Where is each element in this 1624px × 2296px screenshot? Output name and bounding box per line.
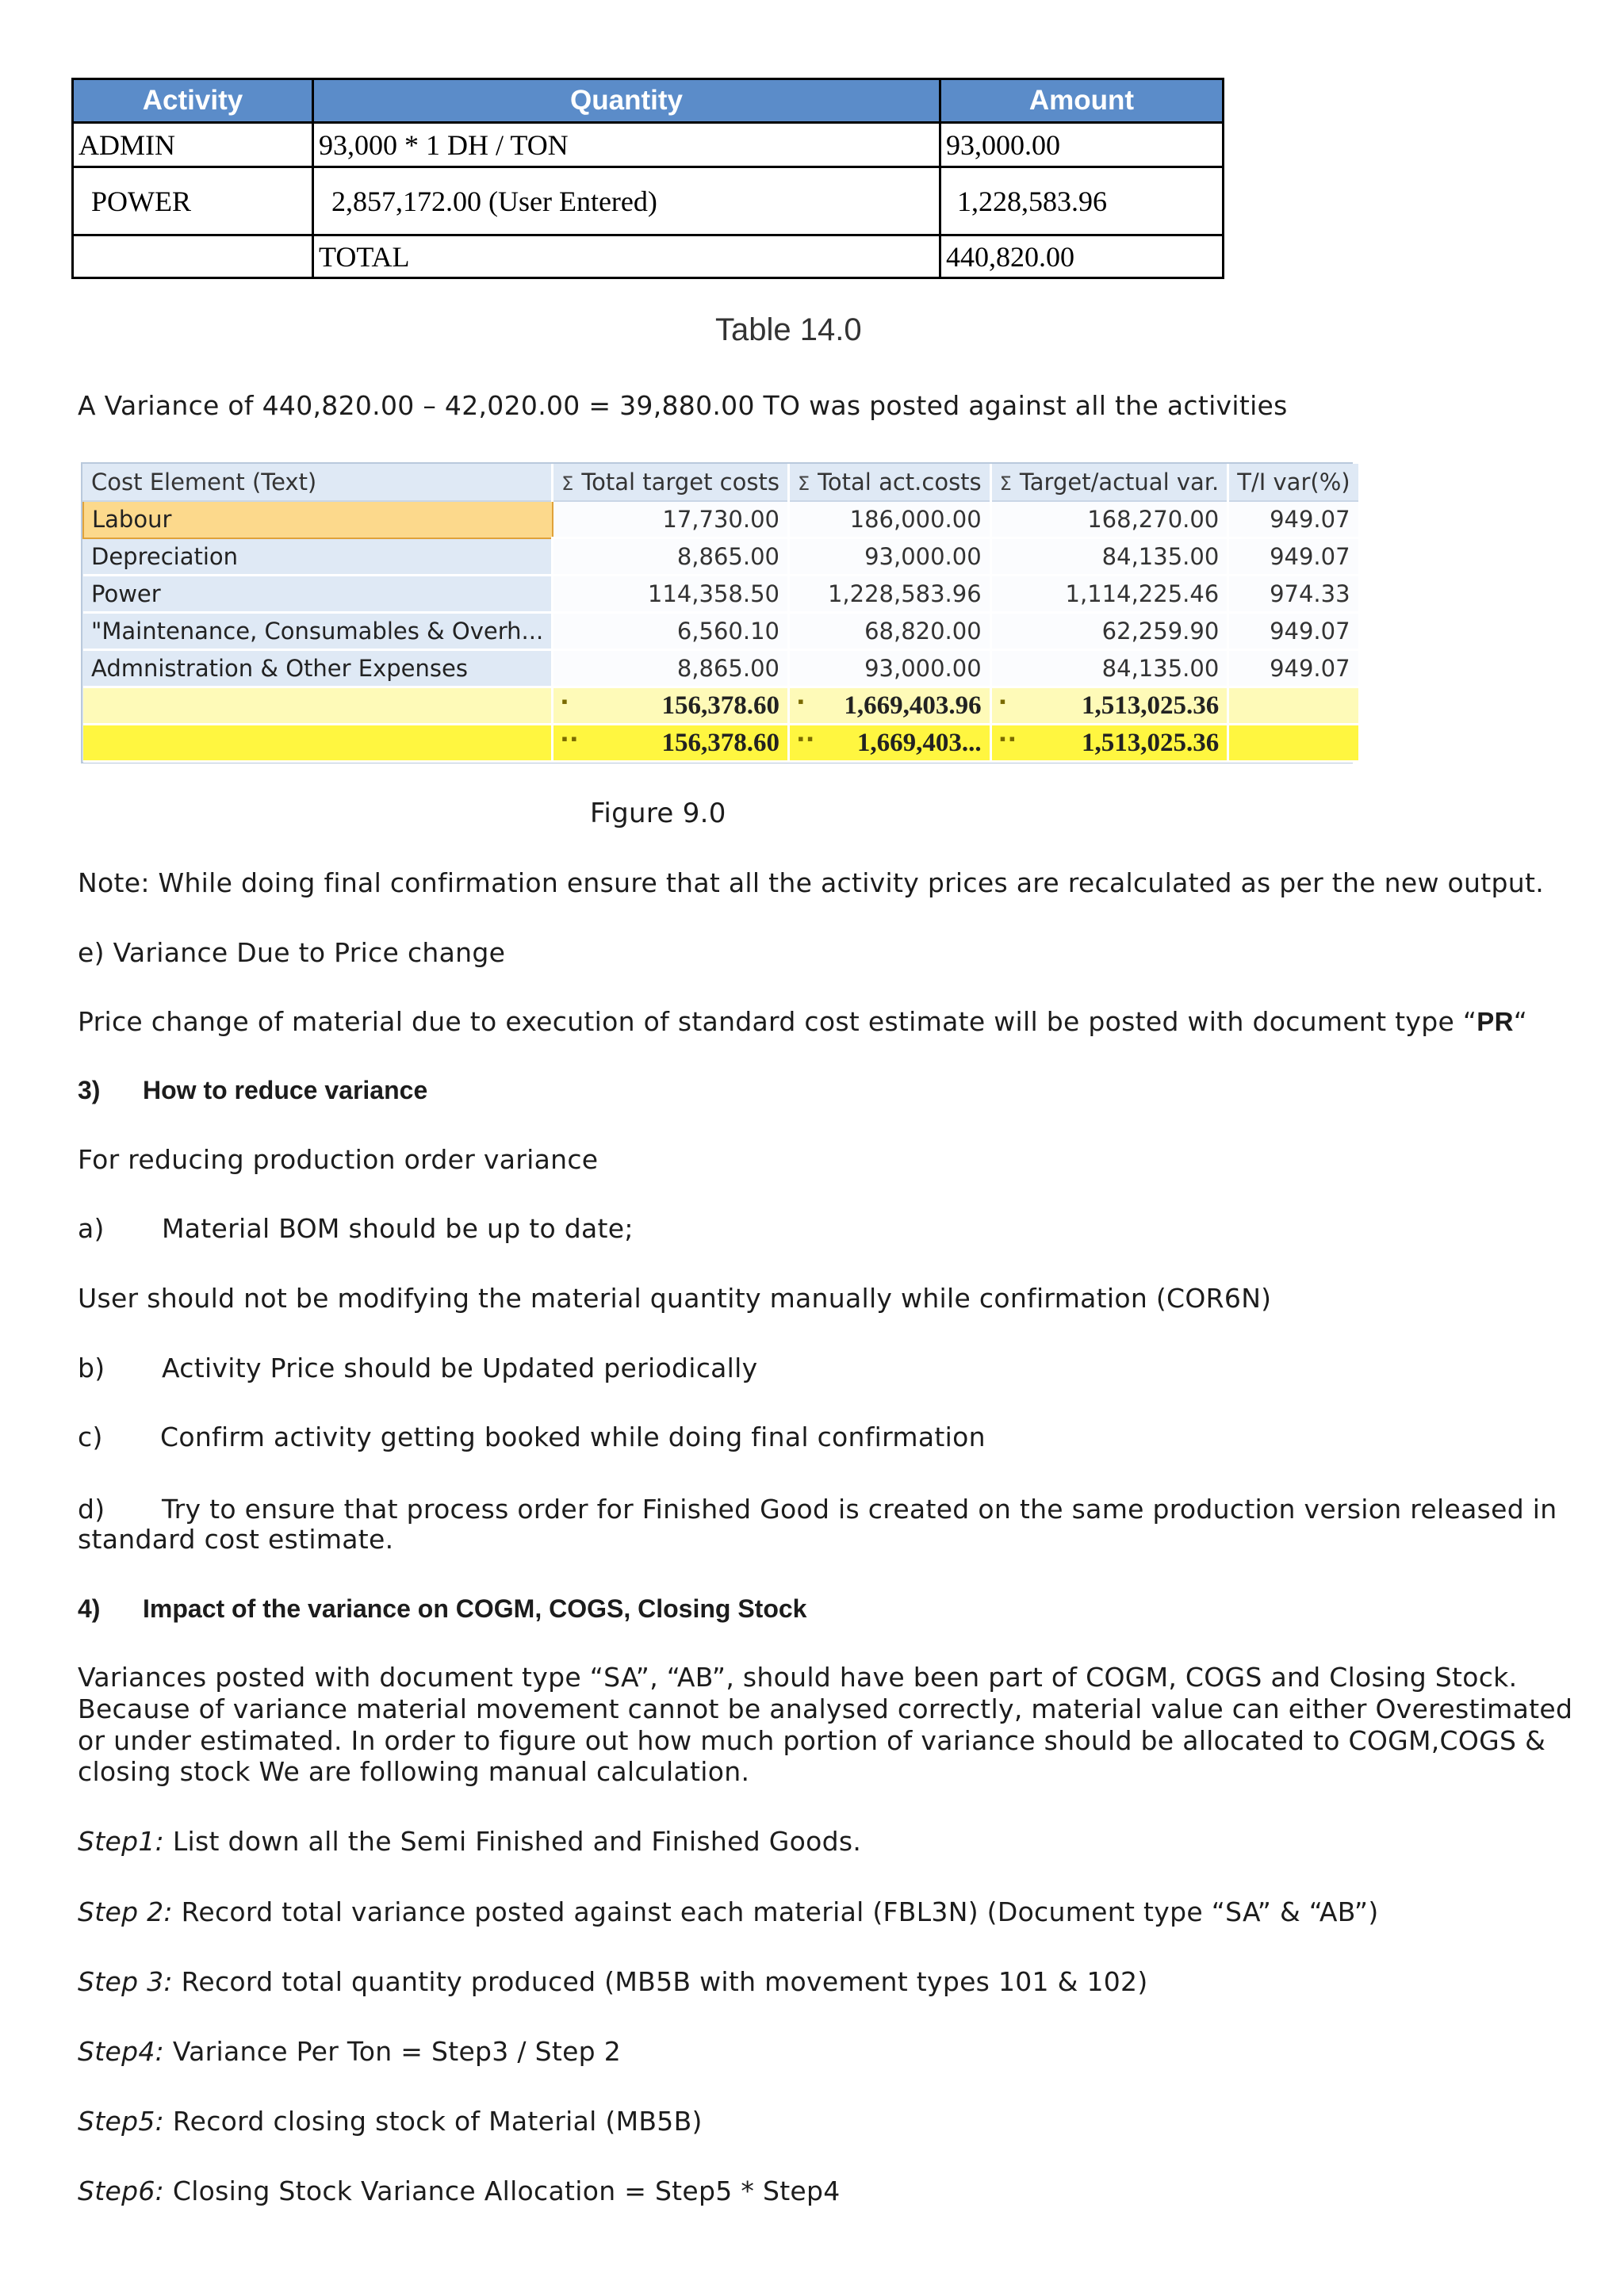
- cell-cost-element[interactable]: Admnistration & Other Expenses: [83, 650, 553, 687]
- grand-total-row[interactable]: [83, 725, 1359, 762]
- impact-line-1: Variances posted with document type “SA”, “AB”, should have been part of COGM, COGS and Closing Stock.: [78, 1662, 1518, 1693]
- price-change-text: Price change of material due to execution of standard cost estimate will be posted with document type “PR“: [78, 1006, 1528, 1037]
- impact-line-4: closing stock We are following manual calculation.: [78, 1756, 750, 1787]
- cell-actual[interactable]: 68,820.00: [788, 613, 990, 650]
- cell-cost-element[interactable]: Depreciation: [83, 538, 553, 576]
- section-3-title: How to reduce variance: [143, 1076, 428, 1104]
- impact-line-3: or under estimated. In order to figure out how much portion of variance should be allocated to COGM,COGS &: [78, 1725, 1546, 1756]
- cell-cost-element[interactable]: "Maintenance, Consumables & Overh...: [83, 613, 553, 650]
- grid-row[interactable]: [83, 538, 1359, 576]
- step-4: Step4: Variance Per Ton = Step3 / Step 2: [78, 2036, 622, 2067]
- total-label: [83, 687, 553, 725]
- cell-amount: 440,820.00: [940, 235, 1224, 278]
- grand-total-actual[interactable]: ▪▪ 1,669,403...: [788, 725, 990, 762]
- col-target-actual-var[interactable]: Σ Target/actual var.: [990, 464, 1228, 501]
- table-caption: Table 14.0: [715, 312, 862, 347]
- table-row: [73, 235, 1224, 278]
- item-b-text: Activity Price should be Updated periodically: [162, 1353, 758, 1383]
- item-a-text: Material BOM should be up to date;: [162, 1213, 634, 1244]
- cell-var-pct[interactable]: 974.33: [1228, 576, 1359, 613]
- item-d-label: d): [78, 1494, 105, 1525]
- item-d-text: Try to ensure that process order for Finished Good is created on the same production version released in: [162, 1494, 1557, 1525]
- header-amount: Amount: [940, 79, 1224, 123]
- cell-actual[interactable]: 93,000.00: [788, 650, 990, 687]
- step-1: Step1: List down all the Semi Finished and Finished Goods.: [78, 1826, 862, 1857]
- note-text: Note: While doing final confirmation ensure that all the activity prices are recalculated as per the new output.: [78, 867, 1544, 898]
- cell-activity: ADMIN: [73, 123, 313, 167]
- grid-header-row: [83, 464, 1359, 501]
- step-6: Step6: Closing Stock Variance Allocation = Step5 * Step4: [78, 2175, 841, 2206]
- cell-variance[interactable]: 84,135.00: [990, 650, 1228, 687]
- item-d-continuation: standard cost estimate.: [78, 1524, 394, 1555]
- section-e-heading: e) Variance Due to Price change: [78, 937, 506, 968]
- figure-caption: Figure 9.0: [590, 798, 726, 829]
- section-4-number: 4): [78, 1594, 101, 1623]
- section-3-number: 3): [78, 1076, 101, 1104]
- cell-amount: 93,000.00: [940, 123, 1224, 167]
- grid-row[interactable]: [83, 501, 1359, 538]
- grand-total-target[interactable]: ▪▪ 156,378.60: [553, 725, 789, 762]
- grid-row[interactable]: [83, 650, 1359, 687]
- cell-activity: [73, 235, 313, 278]
- col-target-costs[interactable]: Σ Total target costs: [553, 464, 789, 501]
- cell-quantity: TOTAL: [313, 235, 940, 278]
- cell-activity: POWER: [73, 167, 313, 235]
- item-a-label: a): [78, 1213, 105, 1244]
- step-5: Step5: Record closing stock of Material (MB5B): [78, 2106, 703, 2137]
- cell-variance[interactable]: 168,270.00: [990, 501, 1228, 538]
- col-ti-var[interactable]: T/I var(%): [1228, 464, 1359, 501]
- reduce-intro: For reducing production order variance: [78, 1144, 599, 1175]
- cell-amount: 1,228,583.96: [940, 167, 1224, 235]
- cell-target[interactable]: 8,865.00: [553, 538, 789, 576]
- cell-cost-element[interactable]: Labour: [83, 501, 553, 538]
- step-3: Step 3: Record total quantity produced (MB5B with movement types 101 & 102): [78, 1966, 1148, 1997]
- col-cost-element[interactable]: Cost Element (Text): [83, 464, 553, 501]
- cell-var-pct[interactable]: 949.07: [1228, 501, 1359, 538]
- cell-actual[interactable]: 1,228,583.96: [788, 576, 990, 613]
- table-header-row: [73, 79, 1224, 123]
- cell-quantity: 2,857,172.00 (User Entered): [313, 167, 940, 235]
- item-c-text: Confirm activity getting booked while doing final confirmation: [160, 1422, 986, 1452]
- sum-icon: Σ: [561, 473, 574, 495]
- cell-variance[interactable]: 1,114,225.46: [990, 576, 1228, 613]
- doc-type-code: PR: [1477, 1007, 1514, 1036]
- table-row: [73, 123, 1224, 167]
- subtotal-row[interactable]: [83, 687, 1359, 725]
- cell-var-pct[interactable]: 949.07: [1228, 538, 1359, 576]
- cell-target[interactable]: 6,560.10: [553, 613, 789, 650]
- user-note: User should not be modifying the material quantity manually while confirmation (COR6N): [78, 1283, 1272, 1314]
- grand-total-variance[interactable]: ▪▪ 1,513,025.36: [990, 725, 1228, 762]
- total-label: [83, 725, 553, 762]
- cell-var-pct[interactable]: 949.07: [1228, 613, 1359, 650]
- cell-variance[interactable]: 84,135.00: [990, 538, 1228, 576]
- item-c-label: c): [78, 1422, 103, 1452]
- header-activity: Activity: [73, 79, 313, 123]
- cost-element-grid: [81, 462, 1353, 763]
- total-var-pct: [1228, 687, 1359, 725]
- table-row: [73, 167, 1224, 235]
- header-quantity: Quantity: [313, 79, 940, 123]
- cell-variance[interactable]: 62,259.90: [990, 613, 1228, 650]
- impact-line-2: Because of variance material movement cannot be analysed correctly, material value can either Overestimated: [78, 1693, 1573, 1724]
- step-2: Step 2: Record total variance posted against each material (FBL3N) (Document type “SA” & “AB”): [78, 1896, 1379, 1927]
- total-target[interactable]: ▪ 156,378.60: [553, 687, 789, 725]
- grid-row[interactable]: [83, 576, 1359, 613]
- cell-actual[interactable]: 186,000.00: [788, 501, 990, 538]
- section-4-title: Impact of the variance on COGM, COGS, Closing Stock: [143, 1594, 807, 1623]
- cell-cost-element[interactable]: Power: [83, 576, 553, 613]
- item-b-label: b): [78, 1353, 105, 1383]
- total-actual[interactable]: ▪ 1,669,403.96: [788, 687, 990, 725]
- cell-quantity: 93,000 * 1 DH / TON: [313, 123, 940, 167]
- col-actual-costs[interactable]: Σ Total act.costs: [788, 464, 990, 501]
- grid-row[interactable]: [83, 613, 1359, 650]
- total-variance[interactable]: ▪ 1,513,025.36: [990, 687, 1228, 725]
- cell-target[interactable]: 17,730.00: [553, 501, 789, 538]
- total-var-pct: [1228, 725, 1359, 762]
- cell-target[interactable]: 114,358.50: [553, 576, 789, 613]
- cell-target[interactable]: 8,865.00: [553, 650, 789, 687]
- sum-icon: Σ: [797, 473, 810, 495]
- sum-icon: Σ: [999, 473, 1012, 495]
- cell-actual[interactable]: 93,000.00: [788, 538, 990, 576]
- cell-var-pct[interactable]: 949.07: [1228, 650, 1359, 687]
- variance-line: A Variance of 440,820.00 – 42,020.00 = 39,880.00 TO was posted against all the activities: [78, 390, 1288, 421]
- activity-table: [71, 78, 1224, 279]
